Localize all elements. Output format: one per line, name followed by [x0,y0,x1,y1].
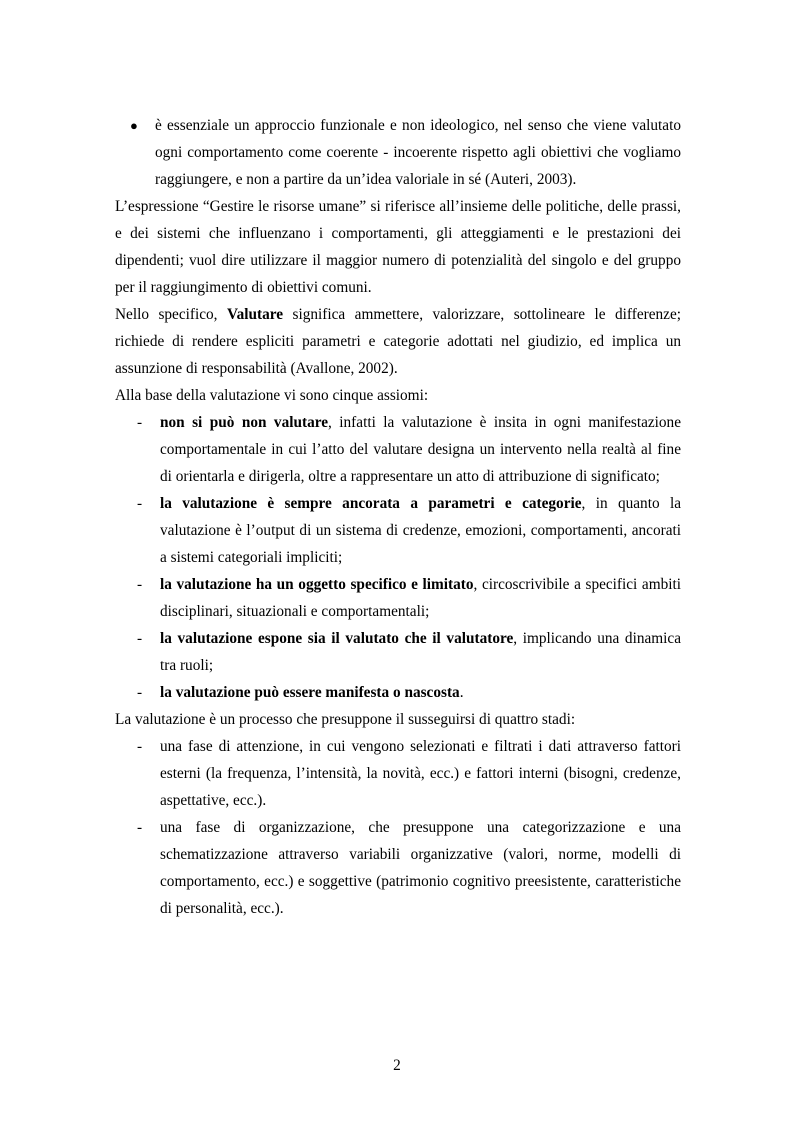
page-number: 2 [393,1057,401,1074]
bullet-text: è essenziale un approccio funzionale e non ideologico, nel senso che viene valutato ogni comportamento come coerente - incoerente rispetto agli obiettivi che vogliamo raggiungere, e non a partire da un’idea valoriale in sé (Auteri, 2003). [155,117,681,188]
axiom-text: , infatti la valutazione è insita in ogni manifestazione comportamentale in cui l’atto del valutare designa un intervento nella realtà al fine di orientarla e dirigerla, oltre a rappresentare un atto di attribuzione di significato; [160,414,681,485]
list-item [115,625,681,679]
paragraph-valutare-intro: Nello specifico, [115,306,218,323]
paragraph-valutare [115,301,681,382]
dash-marker: - [137,738,143,755]
list-item [115,814,681,922]
list-item [115,112,681,193]
axiom-title: la valutazione espone sia il valutato che il valutatore [160,630,514,647]
page-content [115,112,681,922]
dash-marker: - [137,414,143,431]
dash-marker: - [137,576,143,593]
list-item [115,679,681,706]
bullet-list [115,112,681,193]
paragraph-valutare-body: significa ammettere, valorizzare, sottolineare le differenze; richiede di rendere espliciti parametri e categorie adottati nel giudizio, ed implica un assunzione di responsabilità (Avallone, 2002). [115,306,681,377]
paragraph-hr-definition: L’espressione “Gestire le risorse umane” si riferisce all’insieme delle politiche, delle prassi, e dei sistemi che influenzano i comportamenti, gli atteggiamenti e le prestazioni dei dipendenti; vuol dire utilizzare il maggior numero di potenzialità del singolo e del gruppo per il raggiungimento di obiettivi comuni. [115,198,681,296]
axiom-text: , implicando una dinamica tra ruoli; [160,630,681,674]
list-item [115,571,681,625]
axiom-title: la valutazione ha un oggetto specifico e limitato [160,576,474,593]
axiom-title: la valutazione è sempre ancorata a parametri e categorie [160,495,582,512]
bullet-dot-icon: ● [130,118,138,133]
dash-marker: - [137,684,143,701]
list-item [115,733,681,814]
stage-text: una fase di attenzione, in cui vengono selezionati e filtrati i dati attraverso fattori esterni (la frequenza, l’intensità, la novità, ecc.) e fattori interni (bisogni, credenze, aspettative, ecc.). [160,738,681,809]
dash-marker: - [137,495,143,512]
paragraph-stages-intro: La valutazione è un processo che presuppone il susseguirsi di quattro stadi: [115,711,576,728]
dash-marker: - [137,630,143,647]
stage-text: una fase di organizzazione, che presuppone una categorizzazione e una schematizzazione attraverso variabili organizzative (valori, norme, modelli di comportamento, ecc.) e soggettive (patrimonio cognitivo preesistente, caratteristiche di personalità, ecc.). [160,819,681,917]
axiom-text: , in quanto la valutazione è l’output di un sistema di credenze, emozioni, comportamenti, ancorati a sistemi categoriali impliciti; [160,495,681,566]
stages-list [115,733,681,922]
axiom-text: . [459,684,464,701]
list-item [115,490,681,571]
dash-marker: - [137,819,143,836]
axiom-title: non si può non valutare [160,414,329,431]
term-valutare: Valutare [226,306,284,323]
axiom-title: la valutazione può essere manifesta o nascosta [160,684,460,701]
axioms-list [115,409,681,706]
axiom-text: , circoscrivibile a specifici ambiti disciplinari, situazionali e comportamentali; [160,576,681,620]
list-item [115,409,681,490]
paragraph-axioms-intro: Alla base della valutazione vi sono cinque assiomi: [115,387,429,404]
